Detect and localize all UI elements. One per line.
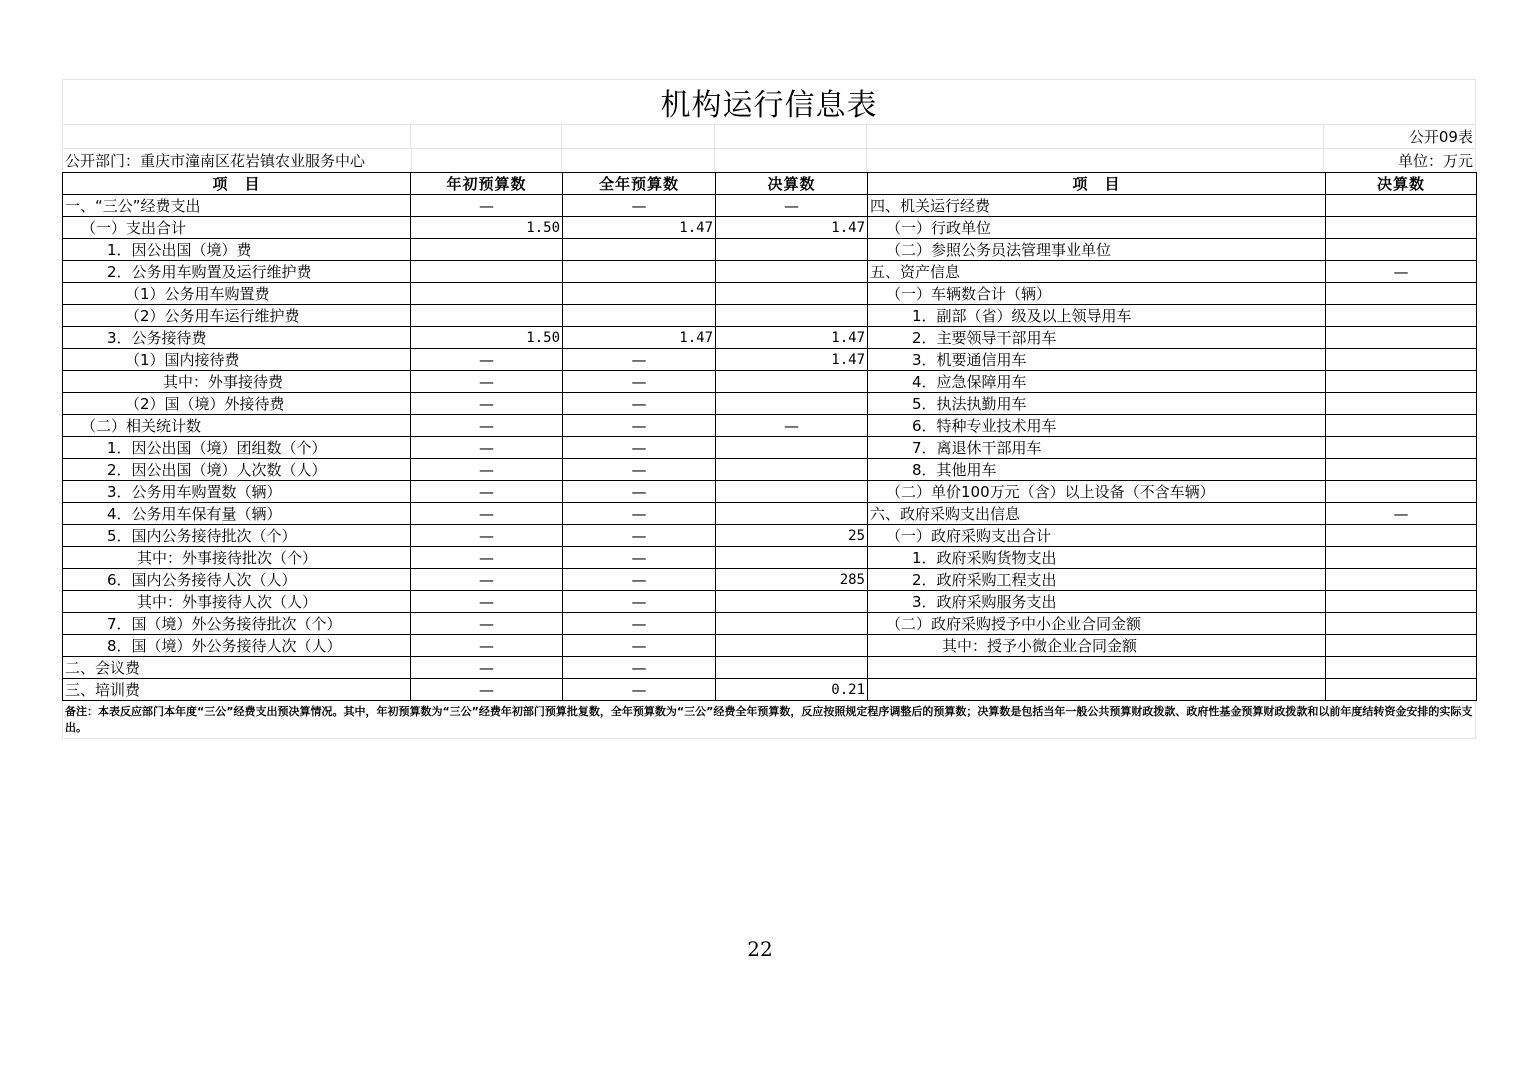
right-item: 1．副部（省）级及以上领导用车 (868, 305, 1326, 327)
left-item: 3．公务用车购置数（辆） (63, 481, 411, 503)
header-final-account-right: 决算数 (1326, 173, 1477, 195)
table-row (63, 371, 1477, 393)
table-row (63, 305, 1477, 327)
right-item: 4．应急保障用车 (868, 371, 1326, 393)
annual-budget: — (563, 503, 716, 525)
initial-budget (411, 283, 563, 305)
page-number: 22 (747, 937, 773, 961)
table-row (63, 613, 1477, 635)
right-final-account (1326, 327, 1477, 349)
unit-label: 单位：万元 (1397, 152, 1473, 170)
left-item: 2．公务用车购置及运行维护费 (63, 261, 411, 283)
annual-budget: — (563, 195, 716, 217)
annual-budget: 1.47 (563, 217, 716, 239)
initial-budget: — (411, 547, 563, 569)
right-final-account (1326, 525, 1477, 547)
right-item: 1．政府采购货物支出 (868, 547, 1326, 569)
right-item (868, 679, 1326, 701)
annual-budget: — (563, 569, 716, 591)
final-account (716, 261, 868, 283)
right-item: 2．政府采购工程支出 (868, 569, 1326, 591)
annual-budget: 1.47 (563, 327, 716, 349)
table-row (63, 459, 1477, 481)
right-item: （二）单价100万元（含）以上设备（不含车辆） (868, 481, 1326, 503)
left-item: （1）公务用车购置费 (63, 283, 411, 305)
table-row (63, 261, 1477, 283)
right-item: 3．机要通信用车 (868, 349, 1326, 371)
final-account: — (716, 415, 868, 437)
initial-budget: 1.50 (411, 327, 563, 349)
department-label: 公开部门：重庆市潼南区花岩镇农业服务中心 (65, 152, 366, 170)
initial-budget: 1.50 (411, 217, 563, 239)
left-item: （一）支出合计 (63, 217, 411, 239)
table-row (63, 195, 1477, 217)
left-item: （2）公务用车运行维护费 (63, 305, 411, 327)
left-item: 4．公务用车保有量（辆） (63, 503, 411, 525)
right-item: 2．主要领导干部用车 (868, 327, 1326, 349)
annual-budget: — (563, 459, 716, 481)
left-item: 5．国内公务接待批次（个） (63, 525, 411, 547)
final-account: 0.21 (716, 679, 868, 701)
table-title: 机构运行信息表 (62, 79, 1476, 124)
right-item: 其中：授予小微企业合同金额 (868, 635, 1326, 657)
right-item: 六、政府采购支出信息 (868, 503, 1326, 525)
annual-budget: — (563, 349, 716, 371)
meta-row-department (62, 148, 1476, 172)
right-item: （一）行政单位 (868, 217, 1326, 239)
right-final-account (1326, 415, 1477, 437)
table-row (63, 283, 1477, 305)
final-account: 25 (716, 525, 868, 547)
annual-budget: — (563, 613, 716, 635)
annual-budget (563, 261, 716, 283)
right-item: 6．特种专业技术用车 (868, 415, 1326, 437)
initial-budget: — (411, 613, 563, 635)
footnote: 备注：本表反应部门本年度“三公”经费支出预决算情况。其中，年初预算数为“三公”经费年初部门预算批复数，全年预算数为“三公”经费全年预算数，反应按照规定程序调整后的预算数；决算数是包括当年一般公共预算财政拨款、政府性基金预算财政拨款和以前年度结转资金安排的实际支出。 (62, 701, 1476, 739)
left-item: 三、培训费 (63, 679, 411, 701)
annual-budget: — (563, 437, 716, 459)
annual-budget: — (563, 547, 716, 569)
final-account (716, 503, 868, 525)
left-item: 其中：外事接待批次（个） (63, 547, 411, 569)
initial-budget (411, 305, 563, 327)
header-initial-budget: 年初预算数 (411, 173, 563, 195)
annual-budget: — (563, 525, 716, 547)
form-number: 公开09表 (1408, 128, 1473, 146)
table-row (63, 217, 1477, 239)
left-item: 其中：外事接待人次（人） (63, 591, 411, 613)
annual-budget (563, 239, 716, 261)
initial-budget (411, 239, 563, 261)
annual-budget: — (563, 415, 716, 437)
annual-budget: — (563, 635, 716, 657)
initial-budget: — (411, 459, 563, 481)
final-account (716, 613, 868, 635)
final-account: 1.47 (716, 327, 868, 349)
initial-budget: — (411, 349, 563, 371)
initial-budget: — (411, 591, 563, 613)
final-account (716, 459, 868, 481)
initial-budget: — (411, 393, 563, 415)
right-final-account (1326, 349, 1477, 371)
left-item: 3．公务接待费 (63, 327, 411, 349)
left-item: 8．国（境）外公务接待人次（人） (63, 635, 411, 657)
right-final-account (1326, 459, 1477, 481)
left-item: 1．因公出国（境）费 (63, 239, 411, 261)
table-row (63, 657, 1477, 679)
left-item: 一、“三公”经费支出 (63, 195, 411, 217)
annual-budget: — (563, 657, 716, 679)
annual-budget: — (563, 679, 716, 701)
table-row (63, 393, 1477, 415)
right-item: （一）政府采购支出合计 (868, 525, 1326, 547)
header-item-left: 项 目 (63, 173, 411, 195)
right-item: （一）车辆数合计（辆） (868, 283, 1326, 305)
table-row (63, 481, 1477, 503)
final-account (716, 481, 868, 503)
annual-budget: — (563, 393, 716, 415)
right-final-account (1326, 195, 1477, 217)
initial-budget: — (411, 657, 563, 679)
table-row (63, 569, 1477, 591)
left-item: （2）国（境）外接待费 (63, 393, 411, 415)
right-item: （二）参照公务员法管理事业单位 (868, 239, 1326, 261)
initial-budget: — (411, 635, 563, 657)
right-final-account (1326, 635, 1477, 657)
initial-budget (411, 261, 563, 283)
right-final-account (1326, 437, 1477, 459)
left-item: 7．国（境）外公务接待批次（个） (63, 613, 411, 635)
table-row (63, 437, 1477, 459)
right-final-account (1326, 217, 1477, 239)
initial-budget: — (411, 371, 563, 393)
left-item: （二）相关统计数 (63, 415, 411, 437)
table-row (63, 503, 1477, 525)
header-row (63, 173, 1477, 195)
final-account (716, 437, 868, 459)
right-final-account (1326, 613, 1477, 635)
right-item: 5．执法执勤用车 (868, 393, 1326, 415)
right-item: 8．其他用车 (868, 459, 1326, 481)
final-account: — (716, 195, 868, 217)
final-account: 1.47 (716, 349, 868, 371)
right-final-account (1326, 371, 1477, 393)
initial-budget: — (411, 437, 563, 459)
left-item: （1）国内接待费 (63, 349, 411, 371)
table-row (63, 327, 1477, 349)
table-row (63, 635, 1477, 657)
meta-row-form-no (62, 124, 1476, 148)
left-item: 6．国内公务接待人次（人） (63, 569, 411, 591)
table-row (63, 679, 1477, 701)
right-item: （二）政府采购授予中小企业合同金额 (868, 613, 1326, 635)
initial-budget: — (411, 503, 563, 525)
right-final-account: — (1326, 503, 1477, 525)
final-account (716, 283, 868, 305)
left-item: 1．因公出国（境）团组数（个） (63, 437, 411, 459)
initial-budget: — (411, 569, 563, 591)
right-item: 五、资产信息 (868, 261, 1326, 283)
initial-budget: — (411, 525, 563, 547)
annual-budget: — (563, 591, 716, 613)
left-item: 二、会议费 (63, 657, 411, 679)
report-sheet (62, 79, 1476, 739)
initial-budget: — (411, 679, 563, 701)
right-final-account (1326, 569, 1477, 591)
right-final-account (1326, 481, 1477, 503)
right-item (868, 657, 1326, 679)
header-annual-budget: 全年预算数 (563, 173, 716, 195)
final-account (716, 371, 868, 393)
final-account (716, 393, 868, 415)
annual-budget: — (563, 481, 716, 503)
right-item: 四、机关运行经费 (868, 195, 1326, 217)
right-final-account (1326, 305, 1477, 327)
table-row (63, 525, 1477, 547)
header-item-right: 项 目 (868, 173, 1326, 195)
initial-budget: — (411, 481, 563, 503)
table-row (63, 349, 1477, 371)
right-final-account (1326, 239, 1477, 261)
annual-budget: — (563, 371, 716, 393)
table-row (63, 547, 1477, 569)
right-final-account (1326, 591, 1477, 613)
table-row (63, 239, 1477, 261)
right-item: 7．离退休干部用车 (868, 437, 1326, 459)
right-final-account (1326, 547, 1477, 569)
table-row (63, 591, 1477, 613)
right-final-account (1326, 393, 1477, 415)
initial-budget: — (411, 195, 563, 217)
final-account: 285 (716, 569, 868, 591)
final-account (716, 305, 868, 327)
right-final-account: — (1326, 261, 1477, 283)
right-final-account (1326, 283, 1477, 305)
annual-budget (563, 283, 716, 305)
info-table (62, 172, 1477, 701)
final-account (716, 657, 868, 679)
right-final-account (1326, 657, 1477, 679)
final-account (716, 591, 868, 613)
final-account: 1.47 (716, 217, 868, 239)
table-row (63, 415, 1477, 437)
final-account (716, 635, 868, 657)
header-final-account: 决算数 (716, 173, 868, 195)
final-account (716, 239, 868, 261)
right-final-account (1326, 679, 1477, 701)
left-item: 2．因公出国（境）人次数（人） (63, 459, 411, 481)
final-account (716, 547, 868, 569)
annual-budget (563, 305, 716, 327)
table-body (63, 195, 1477, 701)
left-item: 其中：外事接待费 (63, 371, 411, 393)
initial-budget: — (411, 415, 563, 437)
right-item: 3．政府采购服务支出 (868, 591, 1326, 613)
